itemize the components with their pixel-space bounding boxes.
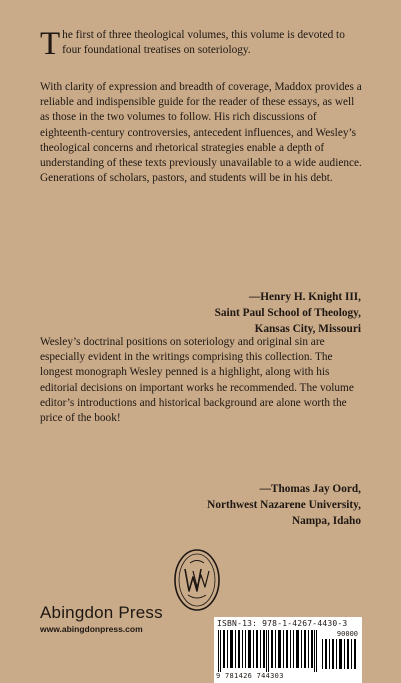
endorsement-1-text: With clarity of expression and breadth of coverage, Maddox provides a reliable and indispensible guide for the reader of these essays, as well as those in the two volumes to follow. His rich discussions of eighteenth-century controversies, antecedent influences, and Wesley’s theological concerns and rhetorical strategies enable a depth of understanding of these texts previously unavailable to a wide audience. Generations of scholars, pastors, and students will be in his debt. (40, 81, 362, 185)
attribution-name: —Henry H. Knight III, (248, 291, 361, 303)
barcode-bars-icon (218, 630, 318, 672)
intro-text: he first of three theological volumes, this volume is devoted to four foundational treatises on soteriology. (62, 29, 345, 57)
endorsement-2-attribution (207, 481, 361, 529)
publisher-name: Abingdon Press (40, 603, 163, 622)
isbn-number: ISBN-13: 978-1-4267-4430-3 (217, 619, 348, 628)
drop-cap: T (40, 26, 61, 62)
endorsement-2-text: Wesley’s doctrinal positions on soteriology and original sin are especially evident in the writings comprising this collection. The longest monograph Wesley penned is a highlight, along with his editorial decisions on important works he recommended. The volume editor’s introductions and historical background are alone worth the price of the book! (40, 336, 354, 425)
isbn-barcode (214, 617, 362, 683)
publisher-url: www.abingdonpress.com (40, 624, 143, 634)
price-barcode-bars-icon (322, 639, 358, 669)
attribution-org: Northwest Nazarene University, (207, 499, 361, 511)
attribution-place: Nampa, Idaho (291, 515, 361, 527)
attribution-place: Kansas City, Missouri (254, 323, 361, 335)
barcode-digits: 9 781426 744303 (216, 672, 284, 680)
endorsement-1-attribution (215, 289, 361, 337)
publisher-block (40, 603, 163, 634)
monogram-seal-icon (172, 547, 222, 613)
attribution-org: Saint Paul School of Theology, (214, 307, 361, 319)
price-code: 90000 (336, 630, 358, 638)
intro-paragraph (40, 26, 362, 62)
attribution-name: —Thomas Jay Oord, (259, 483, 361, 495)
